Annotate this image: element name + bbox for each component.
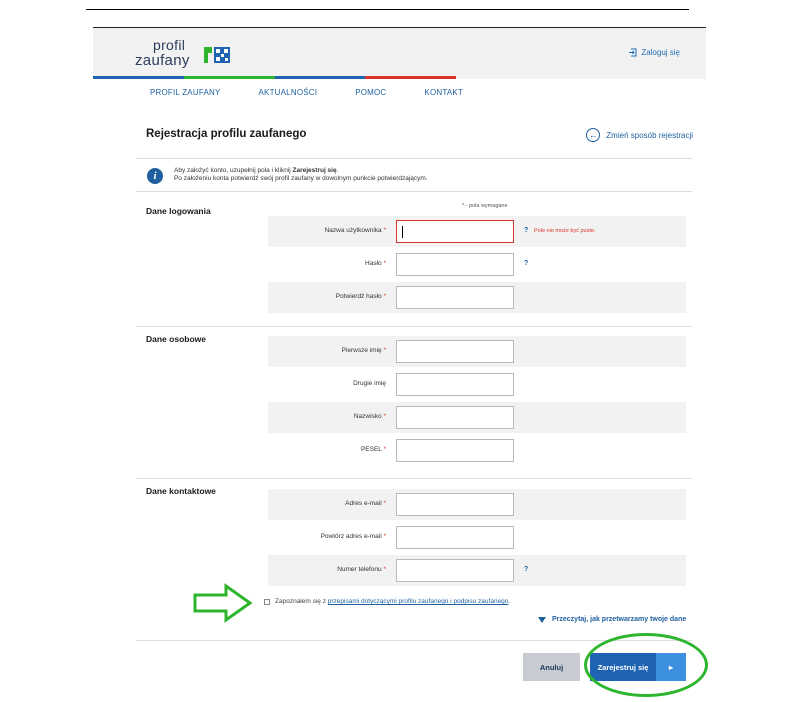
last-name-label: Nazwisko *: [353, 413, 386, 420]
privacy-label: Przeczytaj, jak przetwarzamy twoje dane: [552, 616, 687, 623]
username-label: Nazwa użytkownika *: [324, 227, 386, 234]
cancel-button[interactable]: Anuluj: [523, 653, 580, 681]
field-row-pesel: [268, 435, 686, 466]
email-confirm-input[interactable]: [396, 526, 514, 549]
email-input[interactable]: [396, 493, 514, 516]
field-row-second-name: [268, 369, 686, 400]
first-name-label: Pierwsze imię *: [341, 347, 386, 354]
password-input[interactable]: [396, 253, 514, 276]
phone-help-icon[interactable]: ?: [524, 566, 529, 573]
field-row-password: [268, 249, 686, 280]
password-label: Hasło *: [365, 260, 386, 267]
info-box: [136, 158, 692, 192]
email-label: Adres e-mail *: [345, 500, 386, 507]
pesel-input[interactable]: [396, 439, 514, 462]
logo-text-line1: profil: [153, 37, 186, 53]
info-text: [174, 167, 428, 183]
email-confirm-label: Powtórz adres e-mail *: [320, 533, 386, 540]
top-rule: [86, 9, 689, 10]
consent-pre: Zapoznałem się z: [275, 598, 328, 605]
password-confirm-input[interactable]: [396, 286, 514, 309]
last-name-input[interactable]: [396, 406, 514, 429]
field-row-phone: [268, 555, 686, 586]
info-icon: i: [147, 168, 163, 184]
consent-checkbox[interactable]: [264, 599, 270, 605]
first-name-input[interactable]: [396, 340, 514, 363]
main-nav: [150, 88, 463, 97]
info-line1-bold: Zarejestruj się: [292, 167, 337, 174]
username-error-message: Pole nie może być puste.: [534, 228, 596, 234]
field-row-last-name: [268, 402, 686, 433]
back-arrow-icon: ←: [586, 128, 600, 142]
username-input[interactable]: [396, 220, 514, 243]
consent-regulations-link[interactable]: przepisami dotyczącymi profilu zaufanego i podpisu zaufanego: [327, 598, 509, 605]
section-divider: [136, 478, 692, 479]
field-row-email: [268, 489, 686, 520]
password-confirm-label: Potwierdź hasło *: [335, 293, 386, 300]
profil-zaufany-logo[interactable]: [135, 37, 255, 73]
second-name-input[interactable]: [396, 373, 514, 396]
info-line1-post: .: [336, 167, 339, 174]
annotation-arrow-icon: [192, 583, 254, 623]
nav-item-profil-zaufany[interactable]: PROFIL ZAUFANY: [150, 88, 221, 97]
login-label: Zaloguj się: [641, 48, 680, 57]
consent-post: .: [508, 598, 511, 605]
section-title-personal: Dane osobowe: [146, 334, 206, 344]
logo-text-line2: zaufany: [135, 52, 190, 69]
site-header: [93, 27, 706, 79]
nav-item-kontakt[interactable]: KONTAKT: [424, 88, 464, 97]
field-row-email-confirm: [268, 522, 686, 553]
annotation-circle: [584, 633, 708, 697]
pesel-label: PESEL *: [360, 446, 386, 453]
change-method-link[interactable]: [586, 128, 693, 142]
info-line2: Po założeniu konta potwierdź swój profil zaufany w dowolnym punkcie potwierdzającym.: [174, 175, 428, 182]
register-button-label: Zarejestruj się: [597, 662, 649, 672]
login-link[interactable]: [628, 48, 680, 57]
field-row-username: [268, 216, 686, 247]
phone-input[interactable]: [396, 559, 514, 582]
nav-item-aktualnosci[interactable]: AKTUALNOŚCI: [258, 88, 318, 97]
change-method-label: Zmień sposób rejestracji: [606, 130, 693, 140]
login-icon: [628, 48, 637, 57]
username-help-icon[interactable]: ?: [524, 227, 529, 234]
page-title: Rejestracja profilu zaufanego: [146, 128, 307, 140]
section-divider: [136, 326, 692, 327]
phone-label: Numer telefonu *: [337, 566, 386, 573]
section-title-contact: Dane kontaktowe: [146, 486, 216, 496]
field-row-first-name: [268, 336, 686, 367]
section-title-login: Dane logowania: [146, 206, 211, 216]
consent-text: [275, 598, 510, 605]
logo-mark-icon: [202, 45, 232, 65]
triangle-down-icon: [538, 617, 546, 623]
text-caret: [402, 226, 403, 238]
second-name-label: Drugie imię: [353, 380, 386, 387]
nav-item-pomoc[interactable]: POMOC: [355, 88, 387, 97]
field-row-password-confirm: [268, 282, 686, 313]
play-arrow-icon: ▸: [656, 653, 686, 681]
privacy-link[interactable]: [538, 616, 686, 623]
password-help-icon[interactable]: ?: [524, 260, 529, 267]
info-line1-pre: Aby założyć konto, uzupełnij pola i kliknij: [174, 167, 293, 174]
required-fields-note: * - pola wymagane: [462, 203, 508, 209]
brand-color-bar: [93, 76, 456, 79]
